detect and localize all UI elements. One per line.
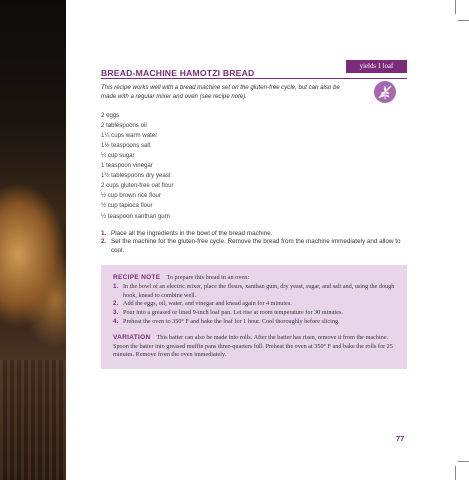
crop-mark-bottom xyxy=(455,466,456,480)
ingredient-item: 1½ tablespoons dry yeast xyxy=(101,172,171,180)
page-number: 77 xyxy=(396,434,405,443)
recipe-note-box xyxy=(101,265,407,369)
ingredient-item: ½ cup tapioca flour xyxy=(101,202,153,210)
crop-mark-top xyxy=(455,0,456,14)
title-rule xyxy=(101,78,407,79)
ingredient-item: 2 eggs xyxy=(101,111,120,119)
recipe-intro: This recipe works well with a bread machine set on the gluten-free cycle, but can also be made with a regular mixer and oven (see recipe note). xyxy=(101,84,340,100)
step-text: Add the eggs, oil, water, and vinegar and knead again for 4 minutes. xyxy=(123,300,292,308)
wood-table-texture xyxy=(0,360,66,480)
step-text: Preheat the oven to 350° F and bake the loaf for 1 hour. Cool thoroughly before slicing. xyxy=(123,317,340,325)
gluten-free-icon xyxy=(374,81,396,103)
crop-mark-bottom-h xyxy=(458,461,469,462)
ingredient-item: 2 tablespoons oil xyxy=(101,121,147,129)
recipe-note-heading xyxy=(113,274,395,283)
oven-step xyxy=(113,318,395,327)
crop-mark-top-h xyxy=(458,20,469,21)
oven-step xyxy=(113,283,395,300)
step-text: Pour into a greased or lined 9-inch loaf pan. Let rise at room temperature for 30 minutes. xyxy=(123,309,343,317)
recipe-page xyxy=(101,60,407,369)
oven-step xyxy=(113,300,395,309)
step-text: Set the machine for the gluten-free cycle. Remove the bread from the machine immediately and allow to cool. xyxy=(111,238,401,255)
oven-step xyxy=(113,309,395,318)
yield-badge: yields 1 loaf xyxy=(346,60,407,73)
ingredient-item: ½ cup brown rice flour xyxy=(101,192,161,200)
ingredient-item: 1½ teaspoons salt xyxy=(101,141,151,149)
ingredient-list xyxy=(101,111,407,222)
variation-label: VARIATION xyxy=(113,334,151,342)
step-number: 2. xyxy=(101,238,107,246)
ingredient-item: 1 teaspoon vinegar xyxy=(101,162,153,170)
step-number: 1. xyxy=(113,283,119,291)
ingredient-item: ½ teaspoon xanthan gum xyxy=(101,212,170,220)
method-step xyxy=(101,238,407,255)
step-number: 3. xyxy=(113,309,119,317)
recipe-note-intro: To prepare this bread in an oven: xyxy=(166,273,250,281)
recipe-title: BREAD-MACHINE HAMOTZI BREAD xyxy=(101,68,255,78)
recipe-header xyxy=(101,60,407,78)
variation-text: This batter can also be made into rolls. After the batter has risen, remove it from the machine. Spoon the batter into greased muffin pans three-quarters full. Preheat the oven at 350° F and bake the rolls for 25 minutes. Remove from the oven immediately. xyxy=(113,334,393,359)
oven-steps xyxy=(113,283,395,326)
method-steps xyxy=(101,230,407,256)
variation-paragraph xyxy=(113,334,395,360)
ingredient-item: 1¼ cups warm water xyxy=(101,131,158,139)
recipe-note-label: RECIPE NOTE xyxy=(113,273,161,281)
step-number: 4. xyxy=(113,317,119,325)
method-step xyxy=(101,230,407,239)
ingredient-item: 2 cups gluten-free oat flour xyxy=(101,182,174,190)
bread-photo xyxy=(0,0,66,480)
step-number: 1. xyxy=(101,229,107,237)
step-text: Place all the ingredients in the bowl of the bread machine. xyxy=(111,229,273,237)
step-number: 2. xyxy=(113,300,119,308)
ingredient-item: ¼ cup sugar xyxy=(101,151,135,159)
step-text: In the bowl of an electric mixer, place the flours, xanthan gum, dry yeast, sugar, and salt and, using the dough hook, knead to combine well. xyxy=(123,283,395,299)
